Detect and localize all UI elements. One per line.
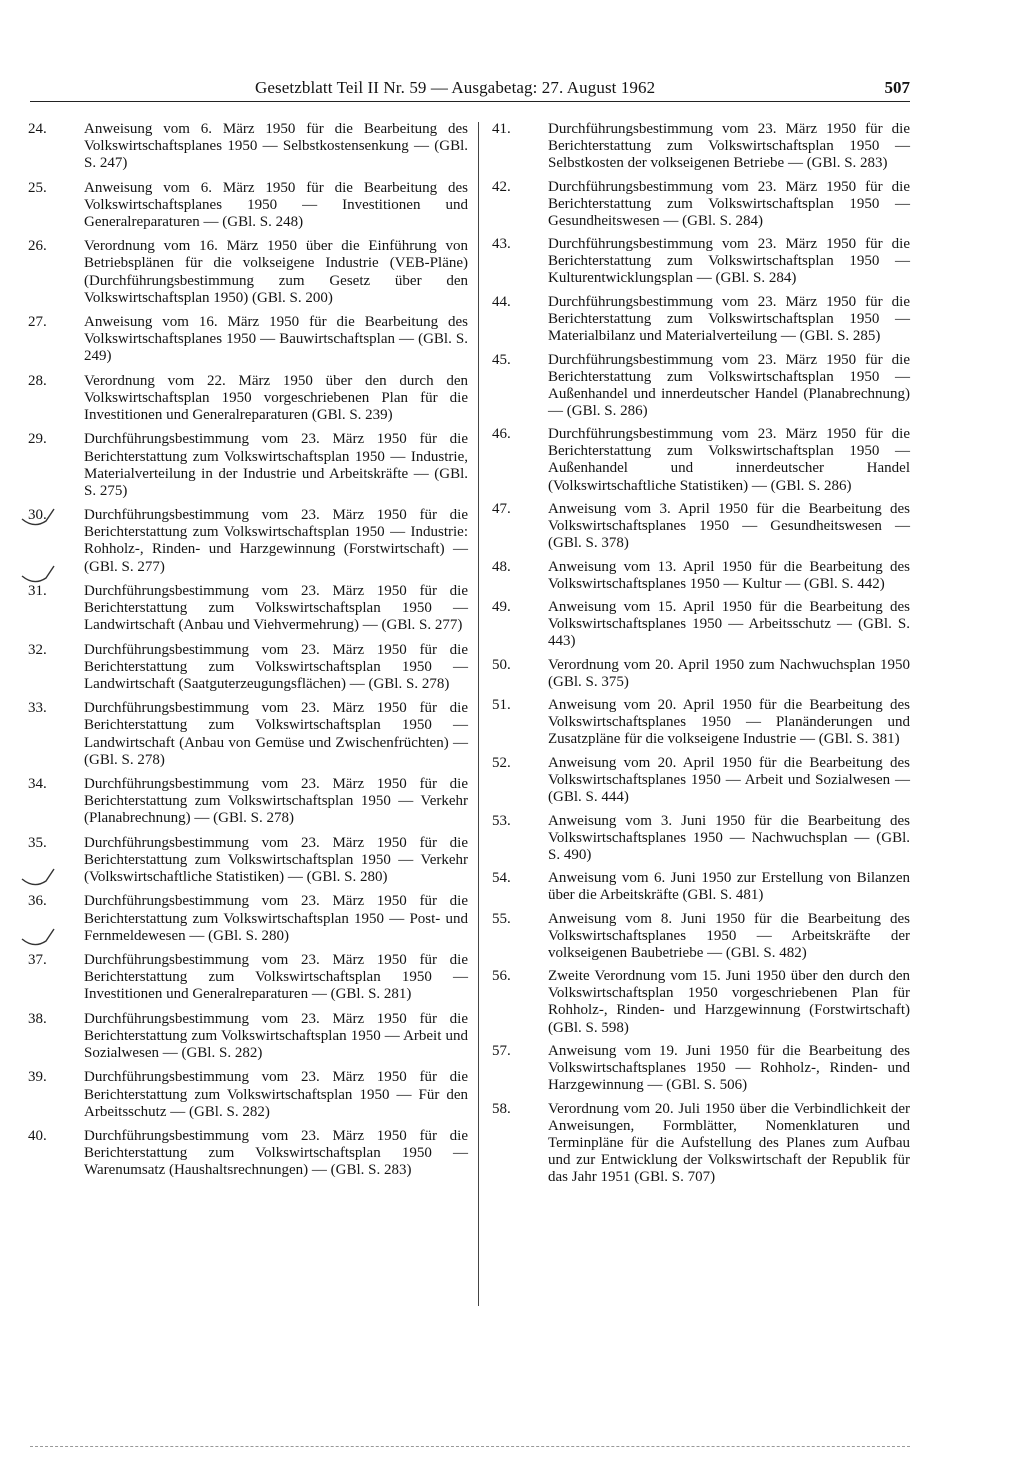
- list-item: [492, 755, 910, 806]
- entry-number: 41.: [492, 121, 511, 137]
- entry-number: 47.: [492, 500, 511, 517]
- handwritten-check-mark: [20, 865, 62, 891]
- list-item: [492, 1043, 910, 1094]
- entry-number: 49.: [492, 599, 511, 616]
- entry-text: Durchführungsbestimmung vom 23. März 1950 für die Berichterstattung zum Volkswirtschaftsplan 1950 — Verkehr (Planabrechnung) — (GBl. S. 278): [84, 776, 468, 827]
- list-item: [28, 776, 468, 827]
- entry-text: Anweisung vom 15. April 1950 für die Bearbeitung des Volkswirtschaftsplanes 1950 — Arbeitsschutz — (GBl. S. 443): [548, 599, 910, 650]
- list-item: [492, 559, 910, 593]
- entry-number: 58.: [492, 1100, 511, 1117]
- left-column: [28, 121, 468, 1187]
- page-header: [30, 78, 910, 100]
- list-item: [492, 501, 910, 552]
- entry-number: 39.: [28, 1069, 47, 1086]
- entry-text: Durchführungsbestimmung vom 23. März 1950 für die Berichterstattung zum Volkswirtschaftsplan 1950 — Landwirtschaft (Saatguterzeugungsflächen) — (GBl. S. 278): [84, 641, 468, 692]
- entry-text: Durchführungsbestimmung vom 23. März 1950 für die Berichterstattung zum Volkswirtschaftsplan 1950 — Industrie: Rohholz-, Rinden- und Harzgewinnung (Forstwirtschaft) — (GBl. S. 277): [84, 507, 468, 575]
- handwritten-check-mark: [20, 925, 62, 951]
- entry-number: 54.: [492, 870, 511, 887]
- entry-text: Verordnung vom 20. April 1950 zum Nachwuchsplan 1950 (GBl. S. 375): [548, 656, 910, 690]
- list-item: [28, 893, 468, 944]
- entry-number: 32.: [28, 641, 47, 658]
- list-item: [492, 294, 910, 345]
- entry-number: 42.: [492, 178, 511, 195]
- entry-number: 44.: [492, 293, 511, 310]
- entry-text: Durchführungsbestimmung vom 23. März 1950 für die Berichterstattung zum Volkswirtschaftsplan 1950 — Arbeit und Sozialwesen — (GBl. S. 282): [84, 1010, 468, 1061]
- list-item: [28, 431, 468, 499]
- entry-number: 28.: [28, 372, 47, 389]
- list-item: [492, 426, 910, 494]
- list-item: [492, 599, 910, 650]
- entry-number: 46.: [492, 426, 511, 443]
- entry-number: 52.: [492, 754, 511, 771]
- list-item: [28, 952, 468, 1003]
- list-item: [492, 121, 910, 172]
- entry-number: 35.: [28, 834, 47, 851]
- header-title: Gesetzblatt Teil II Nr. 59 — Ausgabetag: 27. August 1962: [255, 78, 656, 97]
- entry-text: Verordnung vom 22. März 1950 über den durch den Volkswirtschaftsplan 1950 vorgeschriebenen Plan für die Investitionen und Generalreparaturen (GBl. S. 239): [84, 372, 468, 423]
- entry-text: Anweisung vom 20. April 1950 für die Bearbeitung des Volkswirtschaftsplanes 1950 — Arbeit und Sozialwesen — (GBl. S. 444): [548, 754, 910, 806]
- entry-text: Anweisung vom 20. April 1950 für die Bearbeitung des Volkswirtschaftsplanes 1950 — Planänderungen und Zusatzpläne für die volkseigene Industrie — (GBl. S. 381): [548, 697, 910, 748]
- entry-text: Durchführungsbestimmung vom 23. März 1950 für die Berichterstattung zum Volkswirtschaftsplan 1950 — Landwirtschaft (Anbau von Gemüse und Zwischenfrüchten) — (GBl. S. 278): [84, 700, 468, 768]
- entry-text: Zweite Verordnung vom 15. Juni 1950 über den durch den Volkswirtschaftsplan 1950 vorgeschriebenen Plan für Rohholz-, Rinden- und Harzgewinnung (Forstwirtschaft) (GBl. S. 598): [548, 968, 910, 1036]
- entry-number: 43.: [492, 236, 511, 253]
- entry-text: Anweisung vom 8. Juni 1950 für die Bearbeitung des Volkswirtschaftsplanes 1950 — Arbeitskräfte der volkseigenen Baubetriebe — (GBl. S. 482): [548, 910, 910, 961]
- entry-text: Durchführungsbestimmung vom 23. März 1950 für die Berichterstattung zum Volkswirtschaftsplan 1950 — Außenhandel und innerdeutscher Handel (Volkswirtschaftliche Statistiken) — (GBl. S. 286): [548, 426, 910, 494]
- list-item: [28, 180, 468, 231]
- list-item: [492, 697, 910, 748]
- entry-number: 33.: [28, 700, 47, 717]
- entry-text: Durchführungsbestimmung vom 23. März 1950 für die Berichterstattung zum Volkswirtschaftsplan 1950 — Für den Arbeitsschutz — (GBl. S. 282): [84, 1069, 468, 1120]
- entry-text: Durchführungsbestimmung vom 23. März 1950 für die Berichterstattung zum Volkswirtschaftsplan 1950 — Gesundheitswesen — (GBl. S. 284): [548, 178, 910, 229]
- list-item: [492, 352, 910, 420]
- list-item: [492, 657, 910, 691]
- entry-text: Durchführungsbestimmung vom 23. März 1950 für die Berichterstattung zum Volkswirtschaftsplan 1950 — Selbstkosten der volkseigenen Betriebe — (GBl. S. 283): [548, 121, 910, 172]
- entry-text: Anweisung vom 3. April 1950 für die Bearbeitung des Volkswirtschaftsplanes 1950 — Gesundheitswesen — (GBl. S. 378): [548, 500, 910, 552]
- list-item: [28, 1069, 468, 1120]
- entry-text: Anweisung vom 13. April 1950 für die Bearbeitung des Volkswirtschaftsplanes 1950 — Kultur — (GBl. S. 442): [548, 558, 910, 592]
- entry-number: 48.: [492, 558, 511, 575]
- entry-text: Anweisung vom 19. Juni 1950 für die Bearbeitung des Volkswirtschaftsplanes 1950 — Rohholz-, Rinden- und Harzgewinnung — (GBl. S. 506): [548, 1043, 910, 1094]
- entry-number: 25.: [28, 179, 47, 196]
- entry-text: Anweisung vom 16. März 1950 für die Bearbeitung des Volkswirtschaftsplanes 1950 — Bauwirtschaftsplan — (GBl. S. 249): [84, 314, 468, 365]
- entry-number: 51.: [492, 697, 511, 714]
- entry-text: Durchführungsbestimmung vom 23. März 1950 für die Berichterstattung zum Volkswirtschaftsplan 1950 — Verkehr (Volkswirtschaftliche Statistiken) — (GBl. S. 280): [84, 834, 468, 885]
- entry-number: 24.: [28, 121, 47, 137]
- entry-text: Durchführungsbestimmung vom 23. März 1950 für die Berichterstattung zum Volkswirtschaftsplan 1950 — Industrie, Materialverteilung in der Industrie und Arbeitskräfte — (GBl. S. 275): [84, 431, 468, 499]
- entry-number: 50.: [492, 656, 511, 673]
- entry-number: 26.: [28, 238, 47, 255]
- entry-text: Anweisung vom 3. Juni 1950 für die Bearbeitung des Volkswirtschaftsplanes 1950 — Nachwuchsplan — (GBl. S. 490): [548, 812, 910, 863]
- entry-number: 45.: [492, 351, 511, 368]
- entry-text: Durchführungsbestimmung vom 23. März 1950 für die Berichterstattung zum Volkswirtschaftsplan 1950 — Außenhandel und innerdeutscher Handel (Planabrechnung) — (GBl. S. 286): [548, 351, 910, 419]
- entry-text: Anweisung vom 6. Juni 1950 zur Erstellung von Bilanzen über die Arbeitskräfte (GBl. S. 481): [548, 870, 910, 904]
- list-item: [28, 507, 468, 575]
- handwritten-check-mark: [20, 505, 62, 531]
- page-number: 507: [884, 78, 910, 97]
- entry-number: 30.: [28, 507, 47, 524]
- list-item: [28, 583, 468, 634]
- entry-text: Durchführungsbestimmung vom 23. März 1950 für die Berichterstattung zum Volkswirtschaftsplan 1950 — Kulturentwicklungsplan — (GBl. S. 284): [548, 236, 910, 287]
- entry-text: Verordnung vom 20. Juli 1950 über die Verbindlichkeit der Anweisungen, Formblätter, Nomenklaturen und Terminpläne für die Aufstellung des Planes zum Aufbau und zur Entwicklung der Volkswirtschaft der Republik für das Jahr 1951 (GBl. S. 707): [548, 1100, 910, 1185]
- list-item: [492, 1101, 910, 1186]
- column-divider: [478, 122, 479, 1306]
- entry-number: 57.: [492, 1043, 511, 1059]
- list-item: [492, 870, 910, 904]
- entry-number: 53.: [492, 812, 511, 829]
- list-item: [28, 700, 468, 768]
- entry-number: 27.: [28, 314, 47, 331]
- entry-number: 38.: [28, 1010, 47, 1027]
- entry-text: Durchführungsbestimmung vom 23. März 1950 für die Berichterstattung zum Volkswirtschaftsplan 1950 — Warenumsatz (Haushaltsrechnungen) — (GBl. S. 283): [84, 1128, 468, 1179]
- entry-number: 56.: [492, 968, 511, 985]
- entry-text: Durchführungsbestimmung vom 23. März 1950 für die Berichterstattung zum Volkswirtschaftsplan 1950 — Materialbilanz und Materialverteilung — (GBl. S. 285): [548, 293, 910, 345]
- list-item: [492, 968, 910, 1036]
- list-item: [492, 236, 910, 287]
- list-item: [492, 911, 910, 962]
- entry-number: 40.: [28, 1128, 47, 1145]
- entry-number: 37.: [28, 952, 47, 969]
- entry-text: Durchführungsbestimmung vom 23. März 1950 für die Berichterstattung zum Volkswirtschaftsplan 1950 — Investitionen und Generalreparaturen — (GBl. S. 281): [84, 952, 468, 1003]
- right-column: [492, 121, 910, 1192]
- list-item: [28, 373, 468, 424]
- entry-text: Anweisung vom 6. März 1950 für die Bearbeitung des Volkswirtschaftsplanes 1950 — Investitionen und Generalreparaturen — (GBl. S. 248): [84, 179, 468, 230]
- entry-number: 31.: [28, 582, 47, 599]
- bottom-rule: [30, 1446, 910, 1447]
- list-item: [28, 1128, 468, 1179]
- entry-text: Verordnung vom 16. März 1950 über die Einführung von Betriebsplänen für die volkseigene Industrie (VEB-Pläne) (Durchführungsbestimmung zum Gesetz über den Volkswirtschaftsplan 1950) (GBl. S. 200): [84, 238, 468, 306]
- entry-text: Anweisung vom 6. März 1950 für die Bearbeitung des Volkswirtschaftsplanes 1950 — Selbstkostensenkung — (GBl. S. 247): [84, 121, 468, 172]
- entry-number: 34.: [28, 776, 47, 793]
- list-item: [28, 835, 468, 886]
- entry-number: 55.: [492, 910, 511, 927]
- entry-number: 36.: [28, 893, 47, 910]
- list-item: [28, 642, 468, 693]
- handwritten-check-mark: [20, 562, 62, 588]
- entry-text: Durchführungsbestimmung vom 23. März 1950 für die Berichterstattung zum Volkswirtschaftsplan 1950 — Post- und Fernmeldewesen — (GBl. S. 280): [84, 893, 468, 944]
- list-item: [28, 314, 468, 365]
- entry-number: 29.: [28, 431, 47, 448]
- entry-text: Durchführungsbestimmung vom 23. März 1950 für die Berichterstattung zum Volkswirtschaftsplan 1950 — Landwirtschaft (Anbau und Viehvermehrung) — (GBl. S. 277): [84, 582, 468, 634]
- list-item: [28, 1011, 468, 1062]
- list-item: [28, 238, 468, 306]
- list-item: [492, 813, 910, 864]
- list-item: [492, 179, 910, 230]
- header-rule: [30, 101, 910, 102]
- list-item: [28, 121, 468, 172]
